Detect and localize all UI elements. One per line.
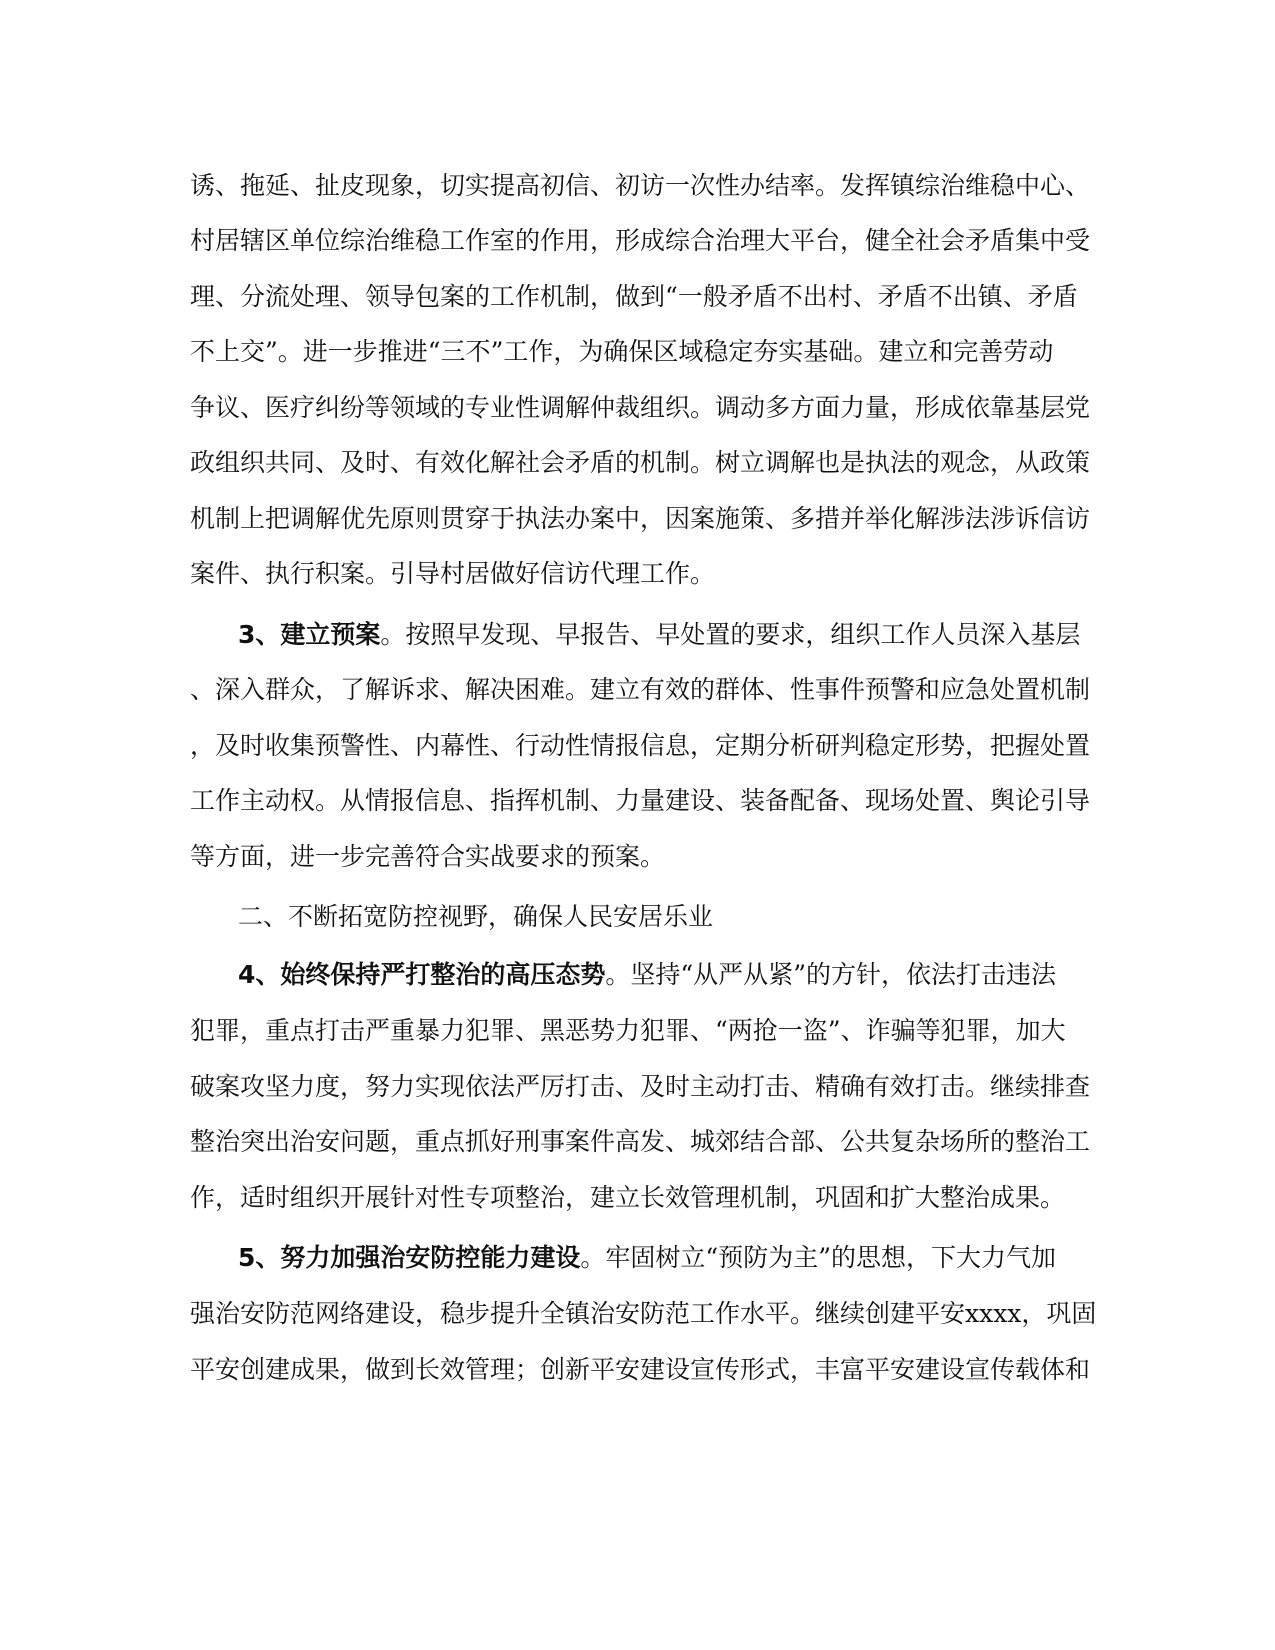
para3-line-3: 破案攻坚力度，努力实现依法严厉打击、及时主动打击、精确有效打击。继续排查 xyxy=(190,1072,1091,1101)
para4-line-2: 强治安防范网络建设，稳步提升全镇治安防范工作水平。继续创建平安xxxx，巩固 xyxy=(190,1299,1097,1328)
para3-first-rest: 。坚持“从严从紧”的方针，依法打击违法 xyxy=(605,960,1056,989)
para1-line-8: 案件、执行积案。引导村居做好信访代理工作。 xyxy=(190,559,716,588)
para4-first-rest: 。牢固树立“预防为主”的思想，下大力气加 xyxy=(580,1243,1056,1272)
para1-line-4: 不上交”。进一步推进“三不”工作，为确保区域稳定夯实基础。建立和完善劳动 xyxy=(190,337,1054,366)
section-heading: 二、不断拓宽防控视野，确保人民安居乐业 xyxy=(238,902,714,931)
para1-line-1: 诱、拖延、扯皮现象，切实提高初信、初访一次性办结率。发挥镇综治维稳中心、 xyxy=(190,171,1091,200)
para2-heading: 3、建立预案 xyxy=(238,620,381,649)
para1-line-7: 机制上把调解优先原则贯穿于执法办案中，因案施策、多措并举化解涉法涉诉信访 xyxy=(190,504,1091,533)
para2-first-rest: 。按照早发现、早报告、早处置的要求，组织工作人员深入基层 xyxy=(380,620,1081,649)
para2-line-2: 、深入群众，了解诉求、解决困难。建立有效的群体、性事件预警和应急处置机制 xyxy=(190,675,1091,704)
para2-line-4: 工作主动权。从情报信息、指挥机制、力量建设、装备配备、现场处置、舆论引导 xyxy=(190,786,1091,815)
para3-line-4: 整治突出治安问题，重点抓好刑事案件高发、城郊结合部、公共复杂场所的整治工 xyxy=(190,1127,1091,1156)
para3-line-2: 犯罪，重点打击严重暴力犯罪、黑恶势力犯罪、“两抢一盗”、诈骗等犯罪，加大 xyxy=(190,1016,1066,1045)
para2-first-line xyxy=(238,615,1080,655)
para1-line-2: 村居辖区单位综治维稳工作室的作用，形成综合治理大平台，健全社会矛盾集中受 xyxy=(190,226,1091,255)
para4-line-3: 平安创建成果，做到长效管理；创新平安建设宣传形式，丰富平安建设宣传载体和 xyxy=(190,1355,1091,1384)
para3-heading: 4、始终保持严打整治的高压态势 xyxy=(238,960,606,989)
para2-line-5: 等方面，进一步完善符合实战要求的预案。 xyxy=(190,842,666,871)
para2-line-3: ，及时收集预警性、内幕性、行动性情报信息，定期分析研判稳定形势，把握处置 xyxy=(190,731,1091,760)
para3-line-5: 作，适时组织开展针对性专项整治，建立长效管理机制，巩固和扩大整治成果。 xyxy=(190,1183,1066,1212)
para1-line-5: 争议、医疗纠纷等领域的专业性调解仲裁组织。调动多方面力量，形成依靠基层党 xyxy=(190,393,1091,422)
para1-line-3: 理、分流处理、领导包案的工作机制，做到“一般矛盾不出村、矛盾不出镇、矛盾 xyxy=(190,282,1078,311)
para4-first-line xyxy=(238,1238,1056,1278)
para4-heading: 5、努力加强治安防控能力建设 xyxy=(238,1243,581,1272)
para1-line-6: 政组织共同、及时、有效化解社会矛盾的机制。树立调解也是执法的观念，从政策 xyxy=(190,448,1091,477)
para3-first-line xyxy=(238,955,1056,995)
